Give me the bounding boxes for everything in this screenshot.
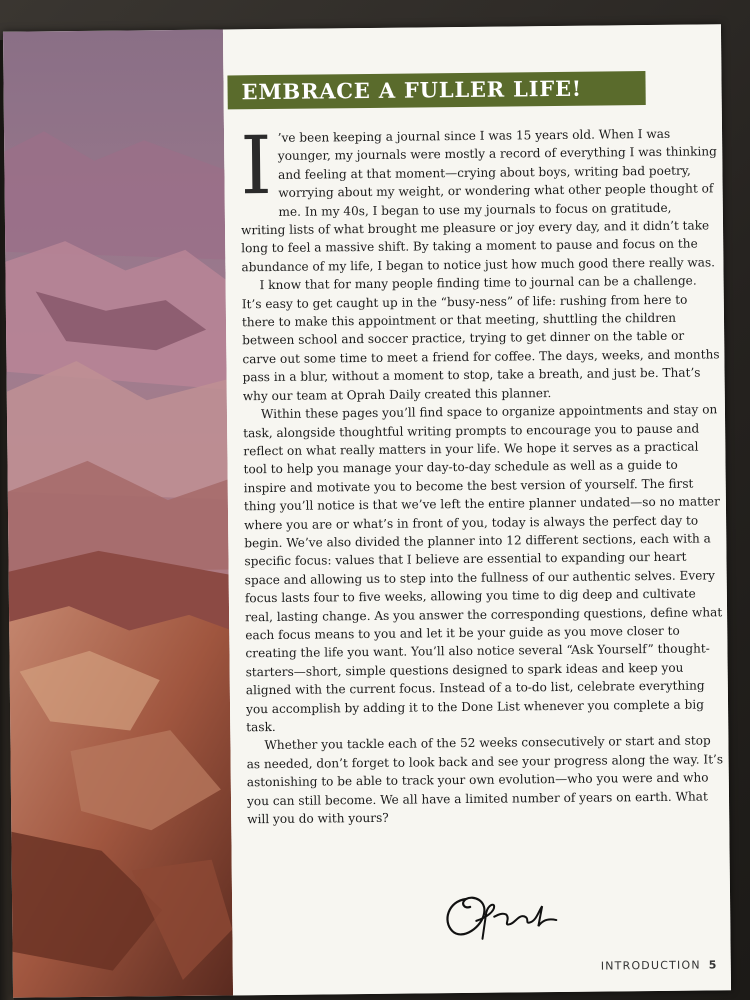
drop-cap: I — [239, 118, 273, 213]
paragraph-1 — [239, 118, 720, 276]
paragraph-2: I know that for many people finding time to journal can be a challenge. It’s easy to get caught up in the “busy-ness” of life: rushing from here to there to make this appointment or that meeting, shuttling the children between school and soccer practice, trying to get dinner on the table or carve out some time to meet a friend for coffee. The days, weeks, and months pass in a blur, without a moment to stop, take a breath, and just be. That’s why our team at Oprah Daily created this planner. — [241, 273, 720, 403]
canyon-illustration — [3, 29, 233, 997]
footer-section-label: INTRODUCTION — [600, 958, 701, 973]
page-headline: EMBRACE A FULLER LIFE! — [227, 71, 645, 109]
article-body — [239, 118, 725, 828]
paragraph-1-text: ’ve been keeping a journal since I was 15 years old. When I was younger, my journals were mostly a record of everything I was thinking and feeling at that moment—crying about boys, writing bad poetry, worrying about my weight, or wondering what other people thought of me. In my 40s, I began to use my journals to focus on gratitude, writing lists of what brought me pleasure or joy every day, and it didn’t take long to feel a massive shift. By taking a moment to pause and focus on the abundance of my life, I began to notice just how much good there really was. — [240, 126, 717, 275]
canyon-photo — [3, 29, 233, 997]
paragraph-3: Within these pages you’ll find space to organize appointments and stay on task, alongside thoughtful writing prompts to encourage you to pause and reflect on what really matters in your life. We hope it serves as a practical tool to help you manage your day-to-day schedule as well as a guide to inspire and motivate you to become the best version of yourself. The first thing you’ll notice is that we’ve left the entire planner undated—so no matter where you are or what’s in front of you, today is always the perfect day to begin. We’ve also divided the planner into 12 different sections, each with a specific focus: values that I believe are essential to expanding our heart space and allowing us to step into the fullness of our authentic selves. Every focus lasts four to five weeks, allowing you time to dig deep and cultivate real, lasting change. As you answer the corresponding questions, define what each focus means to you and let it be your guide as you move closer to creating the life you want. You’ll also notice several “Ask Yourself” thought-starters—short, simple questions designed to spark ideas and keep you aligned with the current focus. Instead of a to-do list, celebrate everything you accomplish by adding it to the Done List whenever you complete a big task. — [243, 402, 723, 735]
page-number: 5 — [708, 958, 718, 972]
text-column — [223, 24, 731, 995]
paragraph-4: Whether you tackle each of the 52 weeks consecutively or start and stop as needed, don’t forget to look back and see your progress along the way. It’s astonishing to be able to track your own evolution—who you were and who you can still become. We all have a limited number of years on earth. What will you do with yours? — [246, 733, 724, 827]
page-footer — [601, 958, 718, 972]
handwritten-signature — [438, 886, 569, 947]
book-page — [3, 24, 731, 997]
